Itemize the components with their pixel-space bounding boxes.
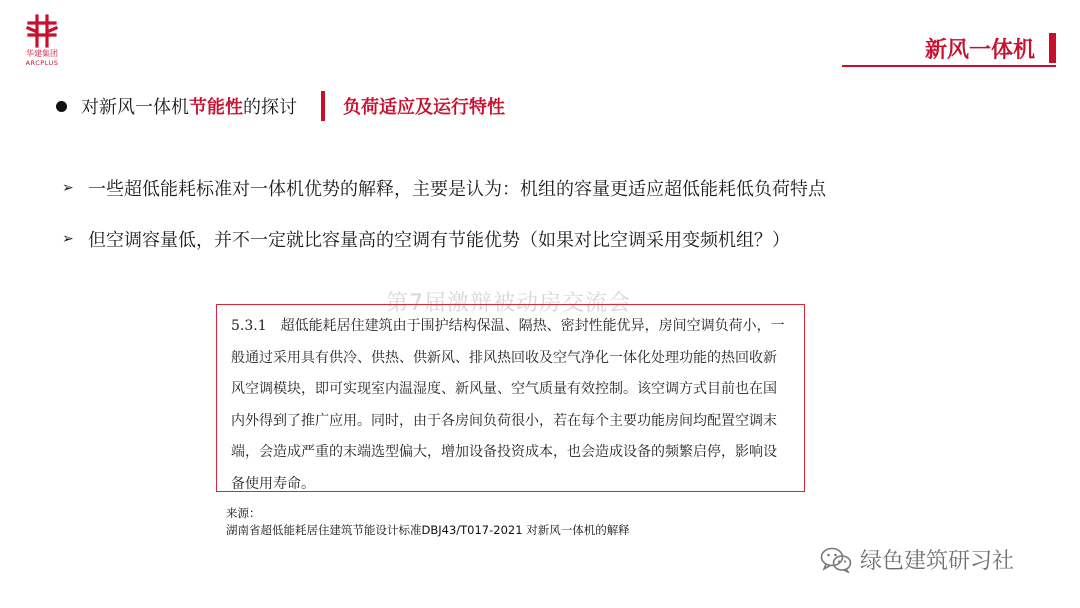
slide-title: 新风一体机 bbox=[924, 37, 1035, 63]
bullet-point-text: 一些超低能耗标准对一体机优势的解释，主要是认为：机组的容量更适应超低能耗低负荷特点 bbox=[88, 179, 826, 200]
watermark-text: 第7届激辩被动房交流会 bbox=[386, 291, 631, 316]
title-underline bbox=[842, 65, 1056, 67]
heading-separator bbox=[321, 91, 325, 121]
arcplus-logo-icon bbox=[25, 14, 59, 48]
arrow-bullet-icon: ➢ bbox=[62, 180, 74, 196]
company-logo bbox=[14, 14, 70, 67]
heading-prefix: 对新风一体机 bbox=[81, 97, 189, 118]
bullet-point-text: 但空调容量低，并不一定就比容量高的空调有节能优势（如果对比空调采用变频机组？） bbox=[88, 230, 790, 251]
slide-title-block bbox=[925, 30, 1056, 66]
clause-text: 超低能耗居住建筑由于围护结构保温、隔热、密封性能优异，房间空调负荷小，一般通过采用具有供冷、供热、供新风、排风热回收及空气净化一体化处理功能的热回收新风空调模块，即可实现室内温湿度、新风量、空气质量有效控制。该空调方式目前也在国内外得到了推广应用。同时，由于各房间负荷很小，若在每个主要功能房间均配置空调末端，会造成严重的末端选型偏大，增加设备投资成本，也会造成设备的频繁启停，影响设备使用寿命。 bbox=[231, 318, 785, 492]
standard-excerpt-box bbox=[216, 304, 805, 492]
wechat-account-name: 绿色建筑研习社 bbox=[860, 549, 1015, 574]
source-label: 来源： bbox=[226, 506, 261, 520]
arrow-bullet-icon: ➢ bbox=[62, 231, 74, 247]
section-heading bbox=[56, 92, 505, 120]
bullet-dot-icon bbox=[56, 101, 67, 112]
bullet-point bbox=[62, 175, 826, 201]
heading-highlight: 节能性 bbox=[189, 97, 243, 118]
heading-suffix: 的探讨 bbox=[243, 97, 297, 118]
source-text: 湖南省超低能耗居住建筑节能设计标准DBJ43/T017-2021 对新风一体机的解释 bbox=[226, 523, 630, 537]
wechat-account-watermark bbox=[820, 544, 1014, 575]
bullet-point bbox=[62, 226, 790, 252]
title-accent-bar bbox=[1049, 33, 1056, 63]
clause-number: 5.3.1 bbox=[231, 318, 267, 334]
wechat-icon bbox=[820, 547, 852, 573]
source-citation bbox=[226, 505, 630, 539]
company-name-en: ARCPLUS bbox=[25, 59, 59, 67]
company-name-cn: 华建集团 bbox=[26, 49, 58, 58]
heading-tag: 负荷适应及运行特性 bbox=[343, 97, 505, 118]
